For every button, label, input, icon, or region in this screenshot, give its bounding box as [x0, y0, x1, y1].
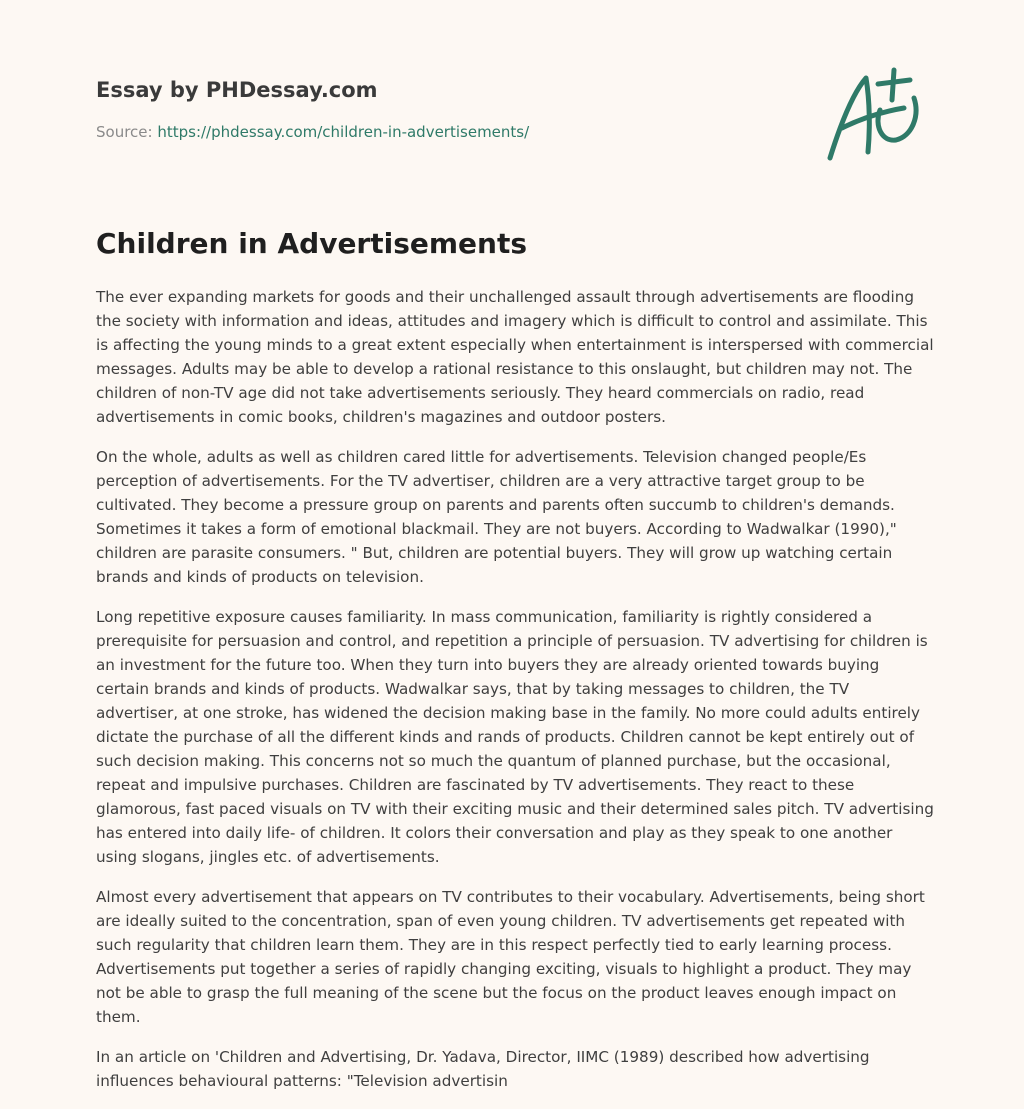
essay-paragraph: In an article on 'Children and Advertising, Dr. Yadava, Director, IIMC (1989) described how advertising influences behavioural patterns: "Television advertisin [96, 1048, 870, 1090]
essay-title: Children in Advertisements [96, 227, 528, 260]
source-link[interactable]: https://phdessay.com/children-in-advertisements/ [157, 123, 530, 141]
site-brand: Essay by PHDessay.com [96, 78, 378, 102]
essay-body [96, 285, 934, 1109]
source-line [96, 122, 696, 142]
source-label: Source: [96, 123, 158, 141]
essay-paragraph: Almost every advertisement that appears on TV contributes to their vocabulary. Advertisements, being short are ideally suited to the concentration, span of even young children. TV advertisements get repeated with such regularity that children learn them. They are in this respect perfectly tied to early learning process. Advertisements put together a series of rapidly changing exciting, visuals to highlight a product. They may not be able to grasp the full meaning of the scene but the focus on the product leaves enough impact on them. [96, 888, 925, 1026]
essay-paragraph: On the whole, adults as well as children cared little for advertisements. Television changed people/Es perception of advertisements. For the TV advertiser, children are a very attractive target group to be cultivated. They become a pressure group on parents and parents often succumb to children's demands. Sometimes it takes a form of emotional blackmail. They are not buyers. According to Wadwalkar (1990)," children are parasite consumers. " But, children are potential buyers. They will grow up watching certain brands and kinds of products on television. [96, 448, 897, 586]
essay-paragraph: Long repetitive exposure causes familiarity. In mass communication, familiarity is rightly considered a prerequisite for persuasion and control, and repetition a principle of persuasion. TV advertising for children is an investment for the future too. When they turn into buyers they are already oriented towards buying certain brands and kinds of products. Wadwalkar says, that by taking messages to children, the TV advertiser, at one stroke, has widened the decision making base in the family. No more could adults entirely dictate the purchase of all the different kinds and rands of products. Children cannot be kept entirely out of such decision making. This concerns not so much the quantum of planned purchase, but the occasional, repeat and impulsive purchases. Children are fascinated by TV advertisements. They react to these glamorous, fast paced visuals on TV with their exciting music and their determined sales pitch. TV advertising has entered into daily life- of children. It colors their conversation and play as they speak to one another using slogans, jingles etc. of advertisements. [96, 608, 934, 866]
essay-paragraph: The ever expanding markets for goods and their unchallenged assault through advertisements are flooding the society with information and ideas, attitudes and imagery which is difficult to control and assimilate. This is affecting the young minds to a great extent especially when entertainment is interspersed with commercial messages. Adults may be able to develop a rational resistance to this onslaught, but children may not. The children of non-TV age did not take advertisements seriously. They heard commercials on radio, read advertisements in comic books, children's magazines and outdoor posters. [96, 288, 934, 426]
page-header [96, 76, 696, 142]
a-plus-logo-icon [820, 66, 930, 166]
